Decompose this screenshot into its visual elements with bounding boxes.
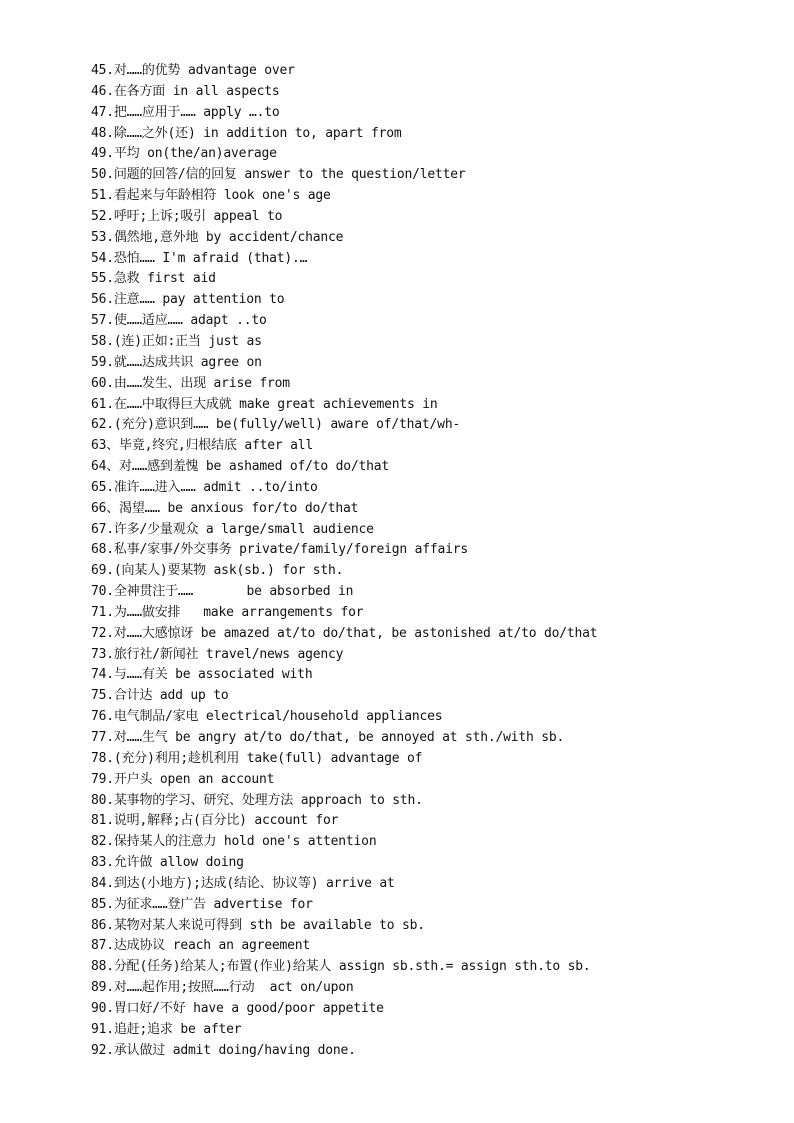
phrase-line: 73.旅行社/新闻社 travel/news agency xyxy=(91,646,344,662)
phrase-line: 54.恐怕…… I'm afraid (that).… xyxy=(91,250,308,266)
phrase-line: 56.注意…… pay attention to xyxy=(91,292,285,308)
phrase-line: 78.(充分)利用;趁机利用 take(full) advantage of xyxy=(91,750,423,766)
phrase-line: 60.由……发生、出现 arise from xyxy=(91,375,290,391)
phrase-line: 52.呼吁;上诉;吸引 appeal to xyxy=(91,208,283,224)
phrase-line: 50.问题的回答/信的回复 answer to the question/letter xyxy=(91,167,466,183)
phrase-line: 92.承认做过 admit doing/having done. xyxy=(91,1042,356,1058)
phrase-line: 86.某物对某人来说可得到 sth be available to sb. xyxy=(91,917,425,933)
phrase-line: 89.对……起作用;按照……行动 act on/upon xyxy=(91,980,354,996)
phrase-line: 90.胃口好/不好 have a good/poor appetite xyxy=(91,1000,384,1016)
phrase-line: 69.(向某人)要某物 ask(sb.) for sth. xyxy=(91,563,344,579)
phrase-line: 61.在……中取得巨大成就 make great achievements in xyxy=(91,396,438,412)
phrase-line: 63、毕竟,终究,归根结底 after all xyxy=(91,438,313,454)
phrase-line: 76.电气制品/家电 electrical/household appliances xyxy=(91,709,443,725)
phrase-line: 84.到达(小地方);达成(结论、协议等) arrive at xyxy=(91,875,395,891)
phrase-line: 57.使……适应…… adapt ..to xyxy=(91,313,267,329)
phrase-line: 55.急救 first aid xyxy=(91,271,216,287)
phrase-line: 82.保持某人的注意力 hold one's attention xyxy=(91,834,377,850)
phrase-list xyxy=(91,61,771,1062)
phrase-line: 64、对……感到羞愧 be ashamed of/to do/that xyxy=(91,459,389,475)
phrase-line: 87.达成协议 reach an agreement xyxy=(91,938,310,954)
phrase-line: 85.为征求……登广告 advertise for xyxy=(91,896,313,912)
phrase-line: 72.对……大感惊讶 be amazed at/to do/that, be astonished at/to do/that xyxy=(91,625,598,641)
phrase-line: 46.在各方面 in all aspects xyxy=(91,83,280,99)
phrase-line: 68.私事/家事/外交事务 private/family/foreign affairs xyxy=(91,542,468,558)
phrase-line: 58.(连)正如:正当 just as xyxy=(91,333,262,349)
phrase-line: 88.分配(任务)给某人;布置(作业)给某人 assign sb.sth.= assign sth.to sb. xyxy=(91,959,591,975)
phrase-line: 71.为……做安排 make arrangements for xyxy=(91,604,364,620)
phrase-line: 47.把……应用于…… apply ….to xyxy=(91,104,280,120)
phrase-line: 53.偶然地,意外地 by accident/chance xyxy=(91,229,344,245)
phrase-line: 79.开户头 open an account xyxy=(91,771,275,787)
phrase-line: 66、渴望…… be anxious for/to do/that xyxy=(91,500,359,516)
phrase-line: 45.对……的优势 advantage over xyxy=(91,63,295,78)
phrase-line: 48.除……之外(还) in addition to, apart from xyxy=(91,125,402,141)
phrase-line: 59.就……达成共识 agree on xyxy=(91,354,262,370)
phrase-line: 74.与……有关 be associated with xyxy=(91,667,313,683)
phrase-line: 75.合计达 add up to xyxy=(91,688,229,704)
phrase-line: 67.许多/少量观众 a large/small audience xyxy=(91,521,374,537)
phrase-line: 83.允许做 allow doing xyxy=(91,855,244,871)
phrase-line: 77.对……生气 be angry at/to do/that, be annoyed at sth./with sb. xyxy=(91,730,565,745)
phrase-line: 81.说明,解释;占(百分比) account for xyxy=(91,813,339,829)
phrase-line: 62.(充分)意识到…… be(fully/well) aware of/that/wh- xyxy=(91,417,461,433)
phrase-line: 80.某事物的学习、研究、处理方法 approach to sth. xyxy=(91,792,423,808)
phrase-line: 65.准许……进入…… admit ..to/into xyxy=(91,479,318,495)
phrase-line: 49.平均 on(the/an)average xyxy=(91,146,277,162)
phrase-line: 51.看起来与年龄相符 look one's age xyxy=(91,188,331,204)
phrase-line: 70.全神贯注于…… be absorbed in xyxy=(91,584,354,600)
phrase-line: 91.追赶;追求 be after xyxy=(91,1021,242,1037)
